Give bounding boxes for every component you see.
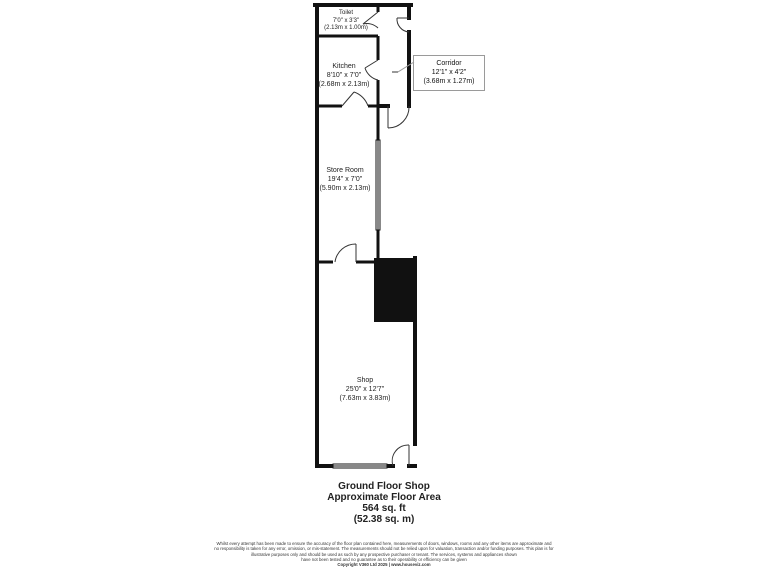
room-name: Shop	[356, 377, 374, 384]
room-name: Store Room	[326, 167, 364, 174]
room-name: Toilet	[338, 10, 353, 16]
corridor-top-door-arc	[397, 18, 409, 32]
room-dimensions-imperial: 12'1" x 4'2"	[431, 69, 467, 76]
room-dimensions-metric: (2.13m x 1.00m)	[324, 25, 368, 31]
disclaimer-line: no responsibility is taken for any error, omission, or mis-statement. The measurements should not be relied upon for valuation, transaction and/or funding purposes. This plan is for	[214, 546, 554, 552]
room-dimensions-metric: (3.68m x 1.27m)	[423, 78, 475, 85]
area-summary	[284, 481, 484, 525]
corridor-leader	[398, 60, 416, 74]
kitchen-bottom-door-arc	[354, 92, 368, 106]
area-sqm: (52.38 sq. m)	[353, 514, 415, 525]
room-dimensions-imperial: 7'0" x 3'3"	[332, 17, 360, 24]
room-name: Corridor	[436, 60, 462, 67]
entrance-door-arc	[392, 445, 409, 466]
room-dimensions-imperial: 8'10" x 7'0"	[326, 72, 362, 79]
room-label-corridor	[413, 55, 485, 91]
room-dimensions-metric: (7.63m x 3.83m)	[339, 395, 391, 402]
kitchen-bottom-door-leaf	[342, 92, 354, 106]
area-label: Approximate Floor Area	[327, 492, 441, 503]
room-label-store-room	[312, 166, 378, 193]
area-sqft: 564 sq. ft	[362, 503, 406, 514]
room-label-shop	[325, 376, 405, 403]
disclaimer-line: illustrative purposes only and should be used as such by any prospective purchaser or tenant. The services, systems and appliances shown	[251, 551, 517, 557]
floor-name: Ground Floor Shop	[338, 481, 430, 492]
disclaimer	[170, 541, 598, 567]
room-label-kitchen	[312, 62, 376, 89]
room-label-toilet	[317, 10, 375, 33]
room-dimensions-imperial: 19'4" x 7'0"	[327, 176, 363, 183]
room-dimensions-imperial: 25'0" x 12'7"	[345, 386, 385, 393]
room-dimensions-metric: (5.90m x 2.13m)	[319, 185, 371, 192]
disclaimer-line: have not been tested and no guarantee as to their operability or efficiency can be given	[301, 556, 467, 562]
stair-block	[374, 258, 415, 322]
corridor-bottom-door-arc	[388, 106, 409, 128]
disclaimer-line: Whilst every attempt has been made to ensure the accuracy of the floor plan contained here, measurements of doors, windows, rooms and any other items are approximate and	[216, 541, 552, 546]
room-dimensions-metric: (2.68m x 2.13m)	[318, 81, 370, 88]
room-name: Kitchen	[332, 63, 356, 70]
shop-door-arc	[335, 244, 356, 262]
interior-walls	[317, 5, 378, 262]
copyright: Copyright V360 Ltd 2025 | www.houseviz.com	[337, 562, 431, 568]
